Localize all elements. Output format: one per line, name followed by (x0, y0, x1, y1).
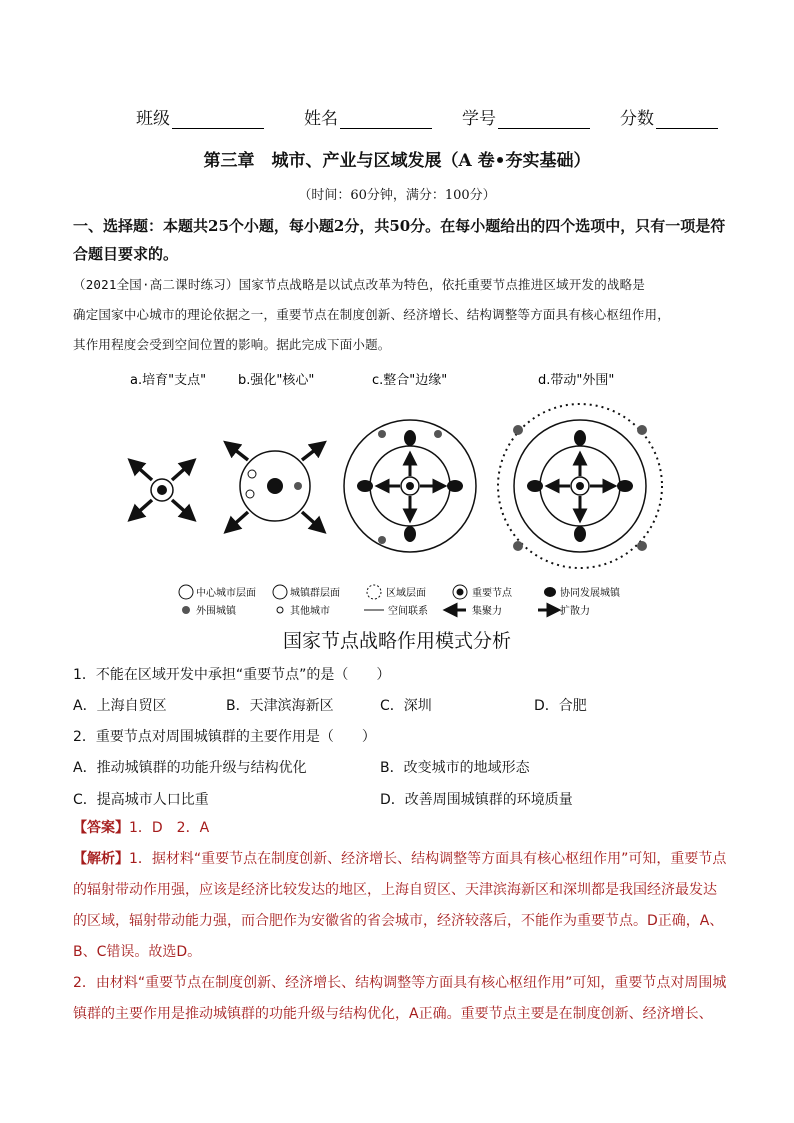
analysis-line: 的区域，辐射带动能力强，而合肥作为安徽省的省会城市，经济较落后，不能作为重要节点。D正确，A、 (73, 913, 724, 929)
student-info-header (136, 104, 736, 129)
legend-region: 区域层面 (386, 588, 426, 599)
panel-b-diagram (230, 446, 320, 528)
stem-line: 确定国家中心城市的理论依据之一，重要节点在制度创新、经济增长、结构调整等方面具有核心枢纽作用， (73, 307, 670, 322)
class-blank[interactable] (172, 110, 264, 129)
panel-label-c: c.整合"边缘" (372, 373, 448, 388)
legend-swatch-group (273, 585, 287, 599)
legend-swatch-outer (182, 606, 190, 614)
analysis-line: B、C错误。故选D。 (73, 944, 202, 960)
q2-option-b[interactable]: B．改变城市的地域形态 (380, 760, 530, 776)
name-blank[interactable] (340, 110, 432, 129)
legend-other-city: 其他城市 (290, 606, 330, 617)
page-subtitle: （时间：60分钟，满分：100分） (298, 188, 496, 203)
legend-key-node: 重要节点 (472, 588, 512, 599)
analysis-line: 镇群的主要作用是推动城镇群的功能升级与结构优化，A正确。重要节点主要是在制度创新、经济增长、 (73, 1006, 713, 1022)
figure-caption: 国家节点战略作用模式分析 (282, 630, 511, 652)
q1-option-c[interactable]: C．深圳 (380, 698, 432, 714)
q2-option-a[interactable]: A．推动城镇群的功能升级与结构优化 (73, 760, 307, 776)
answer-block (73, 813, 733, 844)
legend-swatch-coop (544, 587, 556, 597)
legend-town-group: 城镇群层面 (290, 588, 340, 599)
legend-outer-town: 外围城镇 (196, 606, 236, 617)
legend-spatial-link: 空间联系 (388, 606, 428, 617)
panel-label-d: d.带动"外围" (538, 373, 615, 388)
section-instructions: 一、选择题：本题共25个小题，每小题2分，共50分。在每小题给出的四个选项中，只有一项是符合题目要求的。 (73, 217, 726, 263)
material-stem (73, 270, 733, 360)
stem-line: 其作用程度会受到空间位置的影响。据此完成下面小题。 (73, 337, 391, 352)
figure-diagram (120, 368, 680, 624)
figure-legend (179, 585, 621, 617)
stem-line: （2021全国·高二课时练习）国家节点战略是以试点改革为特色，依托重要节点推进区域开发的战略是 (73, 277, 646, 292)
page-title: 第三章 城市、产业与区域发展（A 卷•夯实基础） (203, 151, 591, 171)
name-label: 姓名 (304, 109, 338, 129)
score-label: 分数 (620, 109, 654, 129)
legend-swatch-center (179, 585, 193, 599)
legend-center-city: 中心城市层面 (196, 588, 256, 599)
analysis-line: 的辐射带动作用强，应该是经济比较发达的地区，上海自贸区、天津滨海新区和深圳都是我国经济最发达 (73, 882, 717, 898)
legend-diffusion: 扩散力 (560, 606, 590, 617)
legend-swatch-other (277, 607, 283, 613)
panel-d-diagram (498, 404, 662, 568)
q1-option-d[interactable]: D．合肥 (534, 698, 587, 714)
analysis-line: 1．据材料“重要节点在制度创新、经济增长、结构调整等方面具有核心枢纽作用”可知，重要节点 (129, 851, 727, 867)
analysis-line: 2．由材料“重要节点在制度创新、经济增长、结构调整等方面具有核心枢纽作用”可知，重要节点对周围城 (73, 975, 727, 991)
q2-option-c[interactable]: C．提高城市人口比重 (73, 792, 209, 808)
q1-option-a[interactable]: A．上海自贸区 (73, 698, 167, 714)
question-2-stem: 2．重要节点对周围城镇群的主要作用是（ ） (73, 729, 376, 745)
node-strategy-figure (120, 368, 680, 624)
answer-label: 【答案】 (73, 820, 129, 836)
answer-text: 1．D 2．A (129, 820, 210, 836)
id-blank[interactable] (498, 110, 590, 129)
analysis-label: 【解析】 (73, 851, 129, 867)
panel-label-b: b.强化"核心" (238, 373, 315, 388)
q2-option-d[interactable]: D．改善周围城镇群的环境质量 (380, 792, 573, 808)
score-blank[interactable] (656, 110, 718, 129)
q1-option-b[interactable]: B．天津滨海新区 (226, 698, 334, 714)
class-label: 班级 (136, 109, 170, 129)
legend-coop-town: 协同发展城镇 (560, 588, 620, 599)
question-1-stem: 1．不能在区域开发中承担“重要节点”的是（ ） (73, 667, 391, 683)
legend-swatch-region (367, 585, 381, 599)
panel-a-diagram (134, 464, 190, 516)
panel-label-a: a.培育"支点" (130, 373, 207, 388)
legend-agglomeration: 集聚力 (472, 606, 502, 617)
analysis-block (73, 844, 733, 1030)
panel-c-diagram (344, 420, 476, 552)
id-label: 学号 (462, 109, 496, 129)
